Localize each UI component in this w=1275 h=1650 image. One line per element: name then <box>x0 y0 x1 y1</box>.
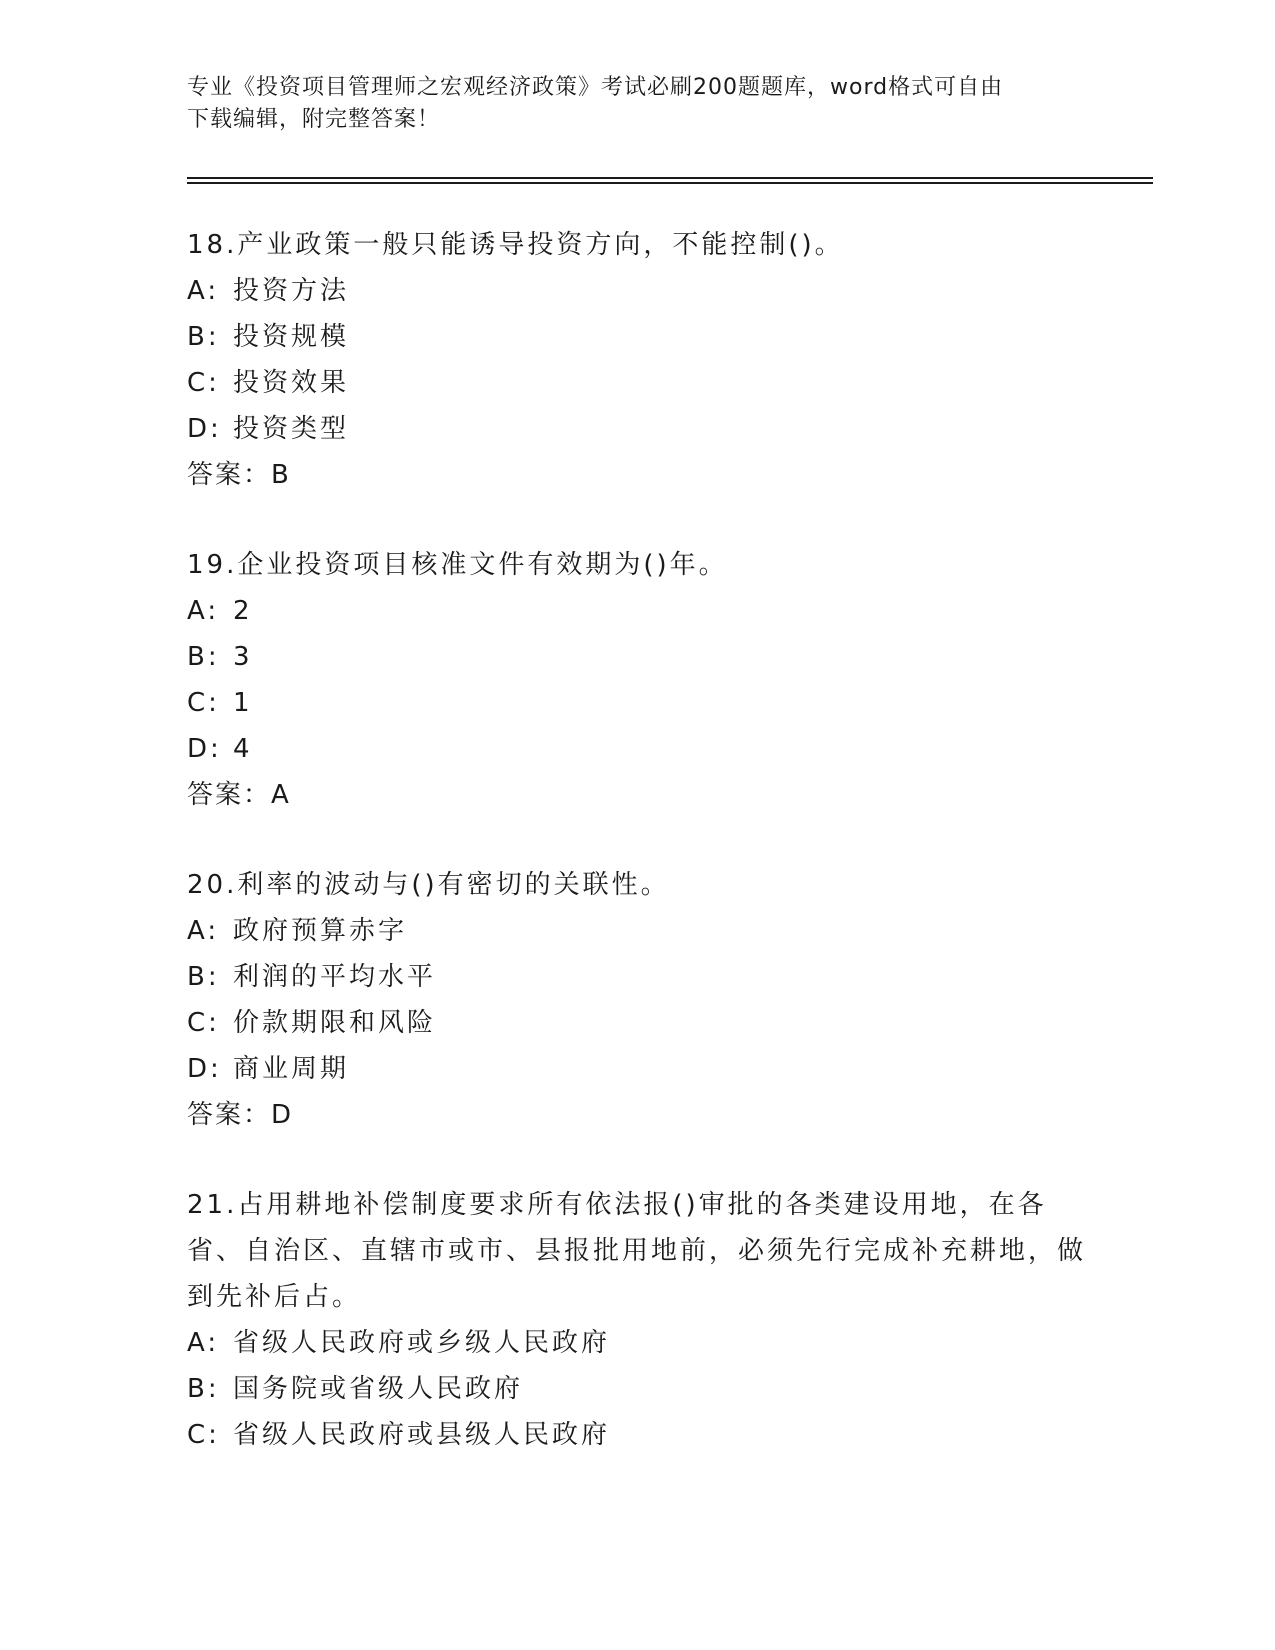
option-letter: B: <box>187 1374 220 1404</box>
option-text: 商业周期 <box>233 1054 350 1084</box>
header-line-1: 专业《投资项目管理师之宏观经济政策》考试必刷200题题库，word格式可自由 <box>187 75 1004 100</box>
question-option <box>187 268 1087 314</box>
question-option <box>187 360 1087 406</box>
question-option <box>187 1046 1087 1092</box>
question-stem: 21.占用耕地补偿制度要求所有依法报()审批的各类建设用地，在各省、自治区、直辖市或市、县报批用地前，必须先行完成补充耕地，做到先补后占。 <box>187 1190 1087 1312</box>
question-option <box>187 406 1087 452</box>
question-option <box>187 954 1087 1000</box>
option-text: 省级人民政府或县级人民政府 <box>233 1420 611 1450</box>
option-letter: C: <box>187 1008 220 1038</box>
option-letter: B: <box>187 642 220 672</box>
question-option <box>187 1412 1087 1458</box>
option-text: 省级人民政府或乡级人民政府 <box>233 1328 611 1358</box>
question-stem: 18.产业政策一般只能诱导投资方向，不能控制()。 <box>187 230 844 260</box>
option-text: 投资类型 <box>233 414 350 444</box>
option-letter: A: <box>187 276 220 306</box>
option-text: 利润的平均水平 <box>233 962 437 992</box>
question-option <box>187 680 1087 726</box>
option-text: 政府预算赤字 <box>233 916 408 946</box>
option-text: 投资效果 <box>233 368 350 398</box>
question-option <box>187 1366 1087 1412</box>
question-option <box>187 726 1087 772</box>
question-item <box>187 542 1087 818</box>
answer-line: 答案：B <box>187 460 291 490</box>
option-letter: D: <box>187 1054 222 1084</box>
header-divider-bottom <box>187 182 1153 184</box>
option-letter: C: <box>187 1420 220 1450</box>
answer-line: 答案：D <box>187 1100 294 1130</box>
question-stem: 19.企业投资项目核准文件有效期为()年。 <box>187 550 728 580</box>
question-option <box>187 1000 1087 1046</box>
option-text: 国务院或省级人民政府 <box>233 1374 524 1404</box>
option-letter: B: <box>187 962 220 992</box>
answer-line: 答案：A <box>187 780 291 810</box>
document-header <box>187 72 1087 136</box>
option-letter: A: <box>187 1328 220 1358</box>
question-item <box>187 1182 1087 1458</box>
option-letter: A: <box>187 916 220 946</box>
question-list <box>187 222 1087 1502</box>
question-option <box>187 634 1087 680</box>
question-stem: 20.利率的波动与()有密切的关联性。 <box>187 870 670 900</box>
option-text: 4 <box>233 734 253 764</box>
question-option <box>187 588 1087 634</box>
option-letter: C: <box>187 368 220 398</box>
header-line-2: 下载编辑，附完整答案！ <box>187 107 441 132</box>
question-item <box>187 862 1087 1138</box>
option-text: 2 <box>233 596 253 626</box>
question-option <box>187 908 1087 954</box>
option-text: 1 <box>233 688 253 718</box>
option-letter: D: <box>187 734 222 764</box>
option-text: 价款期限和风险 <box>233 1008 437 1038</box>
option-text: 投资方法 <box>233 276 350 306</box>
question-option <box>187 314 1087 360</box>
option-text: 投资规模 <box>233 322 350 352</box>
option-letter: C: <box>187 688 220 718</box>
option-letter: A: <box>187 596 220 626</box>
option-letter: D: <box>187 414 222 444</box>
question-option <box>187 1320 1087 1366</box>
question-item <box>187 222 1087 498</box>
header-divider-top <box>187 177 1153 179</box>
option-text: 3 <box>233 642 253 672</box>
option-letter: B: <box>187 322 220 352</box>
